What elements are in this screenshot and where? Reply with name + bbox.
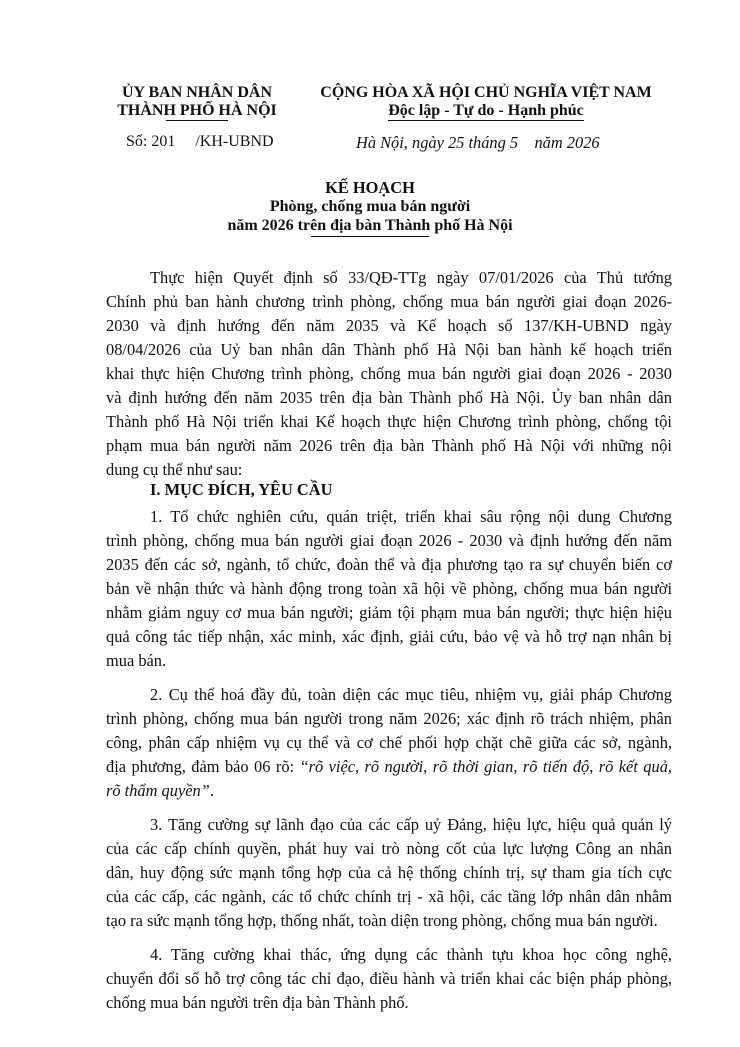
- text-line: nhằm giảm nguy cơ mua bán người; giảm tội phạm mua bán người; thực hiện hiệu: [106, 603, 672, 622]
- text-line: trình phòng, chống mua bán người trong năm 2026; xác định rõ trách nhiệm, phân: [106, 709, 672, 728]
- text-line: 3. Tăng cường sự lãnh đạo của các cấp uỷ Đảng, hiệu lực, hiệu quả quản lý: [150, 815, 672, 834]
- title-underline: [311, 236, 429, 237]
- section-heading: I. MỤC ĐÍCH, YÊU CẦU: [150, 480, 333, 499]
- text-line: của các cấp, các ngành, các tổ chức chính trị - xã hội, các tầng lớp nhân dân nhằm: [106, 887, 672, 906]
- text-line: chống mua bán người trên địa bàn Thành phố.: [106, 993, 409, 1012]
- text-segment: địa phương, đảm bảo 06 rõ:: [106, 757, 300, 776]
- text-line: 4. Tăng cường khai thác, ứng dụng các thành tựu khoa học công nghệ,: [150, 945, 672, 964]
- text-line: tạo ra sức mạnh tổng hợp, thống nhất, toàn diện trong phòng, chống mua bán người.: [106, 911, 658, 930]
- text-line: bản về nhận thức và hành động trong toàn xã hội về phòng, chống mua bán người: [106, 579, 672, 598]
- org-name-line1: ỦY BAN NHÂN DÂN: [121, 84, 273, 101]
- text-line: Thành phố Hà Nội triển khai Kế hoạch thực hiện Chương trình phòng, chống tội: [106, 412, 672, 431]
- text-line: [106, 755, 672, 779]
- text-segment-italic: rõ thẩm quyền”: [106, 781, 210, 800]
- text-line: Thực hiện Quyết định số 33/QĐ-TTg ngày 07/01/2026 của Thủ tướng: [150, 268, 672, 287]
- document-subtitle-2: năm 2026 trên địa bàn Thành phố Hà Nội: [227, 217, 513, 234]
- text-line: công, phân cấp nhiệm vụ cụ thể và cơ chế phối hợp chặt chẽ giữa các sở, ngành,: [106, 733, 672, 752]
- text-line: phạm mua bán người năm 2026 trên địa bàn Thành phố Hà Nội với những nội: [106, 436, 672, 455]
- text-line: dân, huy động sức mạnh tổng hợp của cả hệ thống chính trị, sự tham gia tích cực: [106, 863, 672, 882]
- document-subtitle-1: Phòng, chống mua bán người: [269, 198, 471, 215]
- motto-underline: [388, 120, 584, 121]
- document-number: Số: 201 /KH-UBND: [126, 133, 274, 150]
- document-title: KẾ HOẠCH: [325, 178, 415, 197]
- text-line: của các cấp chính quyền, phát huy vai trò nòng cốt của lực lượng Công an nhân: [106, 839, 672, 858]
- country-name: CỘNG HÒA XÃ HỘI CHỦ NGHĨA VIỆT NAM: [320, 84, 652, 101]
- text-line: 2030 và định hướng đến năm 2035 và Kế hoạch số 137/KH-UBND ngày: [106, 316, 672, 335]
- text-line: chuyển đổi số hỗ trợ công tác chỉ đạo, điều hành và triển khai các biện pháp phòng,: [106, 969, 672, 988]
- motto: Độc lập - Tự do - Hạnh phúc: [388, 102, 584, 119]
- text-line: khai thực hiện Chương trình phòng, chống mua bán người giai đoạn 2026 - 2030: [106, 364, 672, 383]
- text-line: 2. Cụ thể hoá đầy đủ, toàn diện các mục tiêu, nhiệm vụ, giải pháp Chương: [150, 685, 672, 704]
- text-line: mua bán.: [106, 651, 167, 670]
- text-line: dung cụ thể như sau:: [106, 460, 243, 479]
- text-segment: .: [209, 781, 214, 800]
- text-line: và định hướng đến năm 2035 trên địa bàn Thành phố Hà Nội. Ủy ban nhân dân: [106, 388, 672, 407]
- text-segment-italic: “rõ việc, rõ người, rõ thời gian, rõ tiến độ, rõ kết quả,: [299, 757, 672, 776]
- org-name-line2: THÀNH PHỐ HÀ NỘI: [117, 102, 277, 119]
- text-line: Chính phủ ban hành chương trình phòng, chống mua bán người giai đoạn 2026-: [106, 292, 672, 311]
- text-line: 08/04/2026 của Uỷ ban nhân dân Thành phố Hà Nội ban hành kế hoạch triển: [106, 340, 672, 359]
- place-date: Hà Nội, ngày 25 tháng 5 năm 2026: [356, 133, 600, 152]
- text-line: quả công tác tiếp nhận, xác minh, xác định, giải cứu, bảo vệ và hỗ trợ nạn nhân bị: [106, 627, 672, 646]
- org-underline: [166, 120, 228, 121]
- text-line: trình phòng, chống mua bán người giai đoạn 2026 - 2030 và định hướng đến năm: [106, 531, 672, 550]
- text-line: [106, 779, 672, 803]
- text-line: 2035 đến các sở, ngành, tổ chức, đoàn thể và địa phương tạo ra sự chuyển biến cơ: [106, 555, 672, 574]
- text-line: 1. Tổ chức nghiên cứu, quán triệt, triển khai sâu rộng nội dung Chương: [150, 507, 672, 526]
